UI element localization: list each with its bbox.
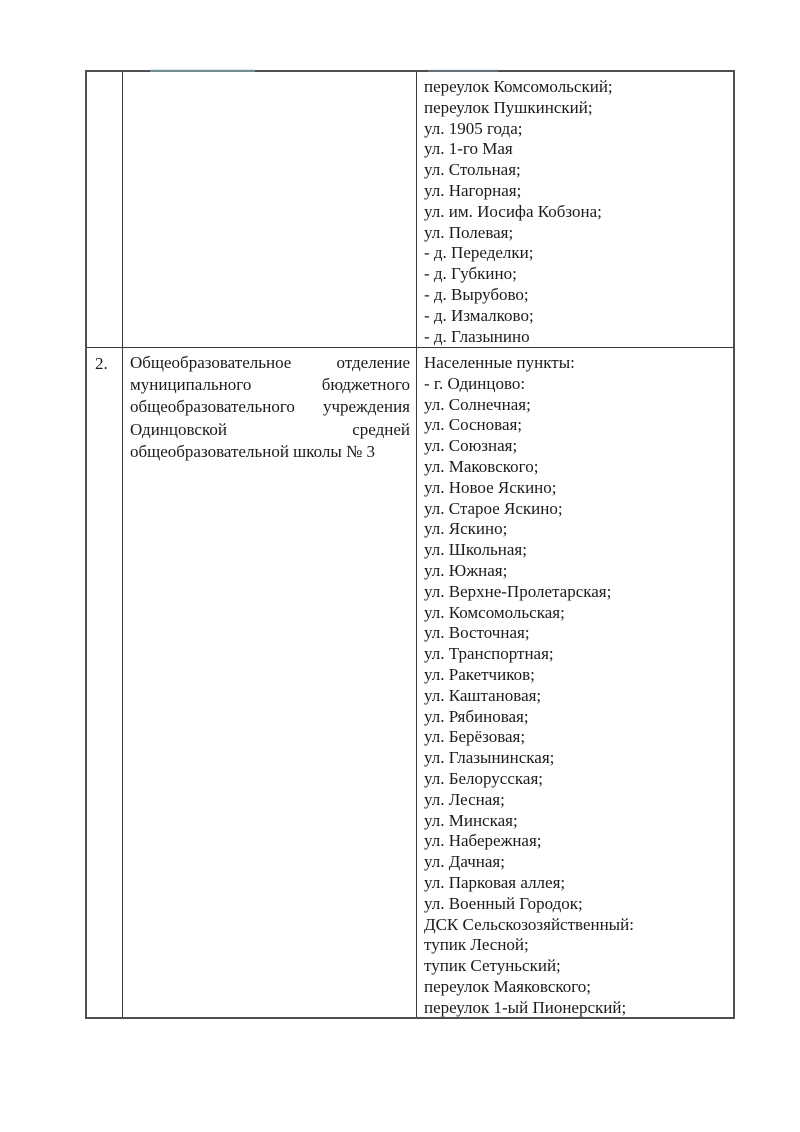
street-line: ул. Парковая аллея; [424, 872, 566, 892]
street-line: Населенные пункты: [424, 353, 575, 372]
street-line: - д. Вырубово; [424, 284, 529, 304]
school-name-line: Одинцовской средней [130, 419, 410, 439]
street-line: ул. Новое Яскино; [424, 477, 557, 497]
street-line: переулок Пушкинский; [424, 97, 593, 117]
street-line: ул. Каштановая; [424, 685, 542, 705]
street-line: ул. Школьная; [424, 540, 527, 560]
street-line: ул. Южная; [424, 560, 508, 580]
scan-artifact [428, 69, 498, 72]
street-line: ул. Берёзовая; [424, 727, 526, 747]
school-name-line: общеобразовательного учреждения [130, 397, 410, 417]
street-line: ул. Стольная; [424, 160, 521, 180]
street-line: - д. Глазынино [424, 326, 530, 346]
street-line: ул. Союзная; [424, 436, 518, 456]
school-name-line: муниципального бюджетного [130, 375, 410, 395]
street-line: ул. Минская; [424, 810, 518, 830]
school-name-line: общеобразовательной школы № 3 [130, 441, 376, 461]
row2-school-cell [123, 348, 417, 1017]
street-line: ул. Белорусская; [424, 768, 543, 788]
street-line: переулок Маяковского; [424, 976, 592, 996]
row1-school-cell [123, 72, 417, 348]
street-line: тупик Лесной; [424, 935, 529, 955]
street-line: ул. Полевая; [424, 222, 514, 242]
row1-number-cell [87, 72, 123, 348]
street-line: ул. Рябиновая; [424, 706, 529, 726]
street-line: ул. Сосновая; [424, 415, 523, 435]
street-line: ул. Транспортная; [424, 644, 554, 664]
school-name-line: Общеобразовательное отделение [130, 353, 410, 372]
street-line: переулок 1-ый Пионерский; [424, 997, 627, 1017]
row1-streets-cell [417, 72, 733, 348]
street-line: ул. им. Иосифа Кобзона; [424, 201, 602, 221]
street-line: ул. Нагорная; [424, 180, 522, 200]
row2-number-cell: 2. [87, 348, 123, 1017]
street-line: ул. Маковского; [424, 456, 539, 476]
street-line: ул. Дачная; [424, 852, 505, 872]
street-line: - д. Переделки; [424, 243, 534, 263]
street-line: ул. 1905 года; [424, 118, 523, 138]
street-line: ул. Старое Яскино; [424, 498, 563, 518]
street-line: - д. Измалково; [424, 305, 534, 325]
street-line: ул. Лесная; [424, 789, 505, 809]
street-line: ДСК Сельскозозяйственный: [424, 914, 634, 934]
street-line: ул. Набережная; [424, 831, 542, 851]
district-assignment-table [85, 70, 735, 1019]
street-line: ул. 1-го Мая [424, 139, 513, 159]
street-line: ул. Ракетчиков; [424, 664, 535, 684]
street-line: ул. Глазынинская; [424, 748, 555, 768]
street-line: переулок Комсомольский; [424, 77, 613, 96]
row2-streets-cell [417, 348, 733, 1017]
street-line: ул. Комсомольская; [424, 602, 565, 622]
street-line: ул. Солнечная; [424, 394, 531, 414]
street-line: ул. Военный Городок; [424, 893, 583, 913]
street-line: ул. Верхне-Пролетарская; [424, 581, 612, 601]
street-line: ул. Яскино; [424, 519, 508, 539]
street-line: тупик Сетуньский; [424, 956, 561, 976]
street-line: - г. Одинцово: [424, 373, 526, 393]
street-line: ул. Восточная; [424, 623, 530, 643]
scan-artifact [150, 69, 255, 72]
street-line: - д. Губкино; [424, 264, 517, 284]
